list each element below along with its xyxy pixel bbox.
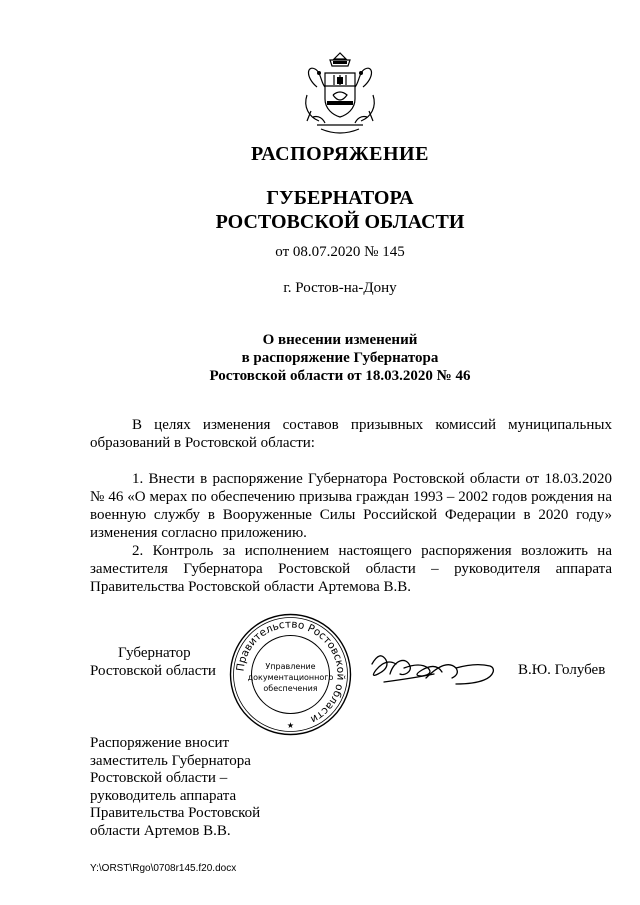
- submitted-line-1: Распоряжение вносит: [90, 735, 230, 751]
- stamp-center-line-1: Управление: [265, 662, 316, 671]
- stamp-star-icon: ★: [286, 721, 295, 730]
- document-type-title: РАСПОРЯЖЕНИЕ: [251, 143, 429, 165]
- official-stamp: [228, 612, 353, 737]
- position-line-2: Ростовской области: [90, 663, 216, 679]
- city: г. Ростов-на-Дону: [283, 280, 397, 296]
- subject-line-1: О внесении изменений: [262, 332, 418, 348]
- date-number: от 08.07.2020 № 145: [275, 244, 405, 260]
- authority-line-1: ГУБЕРНАТОРА: [266, 187, 414, 209]
- submitted-line-5: Правительства Ростовской: [90, 805, 261, 821]
- stamp-ring-text: Правительство Ростовской области: [234, 618, 347, 726]
- subject-line-2: в распоряжение Губернатора: [241, 350, 439, 366]
- signatory-position: [90, 644, 216, 680]
- document-subject: [0, 331, 640, 385]
- handwritten-signature: [366, 644, 496, 692]
- signatory-name: В.Ю. Голубев: [518, 662, 606, 678]
- submitted-line-2: заместитель Губернатора: [90, 752, 251, 769]
- position-line-1: Губернатор: [118, 645, 191, 661]
- authority-line-2: РОСТОВСКОЙ ОБЛАСТИ: [215, 211, 465, 233]
- submitted-line-4: руководитель аппарата: [90, 787, 237, 804]
- issuing-authority: [0, 186, 640, 234]
- submitted-line-3: Ростовской области –: [90, 770, 228, 786]
- submitted-by-block: [90, 735, 260, 840]
- subject-line-3: Ростовской области от 18.03.2020 № 46: [209, 368, 471, 384]
- coat-of-arms-emblem: [297, 47, 383, 137]
- submitted-line-6: области Артемов В.В.: [90, 822, 231, 839]
- stamp-center-line-2: документационного: [247, 673, 334, 682]
- file-path-footer: Y:\ORST\Rgo\0708r145.f20.docx: [90, 863, 237, 874]
- item-2-paragraph: 2. Контроль за исполнением настоящего распоряжения возложить на заместителя Губернатора Ростовской области – руководителя аппарата Правительства Ростовской области Артемова В.В.: [90, 543, 612, 595]
- preamble-paragraph: В целях изменения составов призывных комиссий муниципальных образований в Ростовской области:: [90, 417, 612, 451]
- item-1-paragraph: 1. Внести в распоряжение Губернатора Ростовской области от 18.03.2020 № 46 «О мерах по обеспечению призыва граждан 1993 – 2002 годов рождения на военную службу в Вооруженные Силы Российской Федерации в 2020 году» изменения согласно приложению.: [90, 471, 612, 541]
- stamp-center-line-3: обеспечения: [263, 684, 318, 693]
